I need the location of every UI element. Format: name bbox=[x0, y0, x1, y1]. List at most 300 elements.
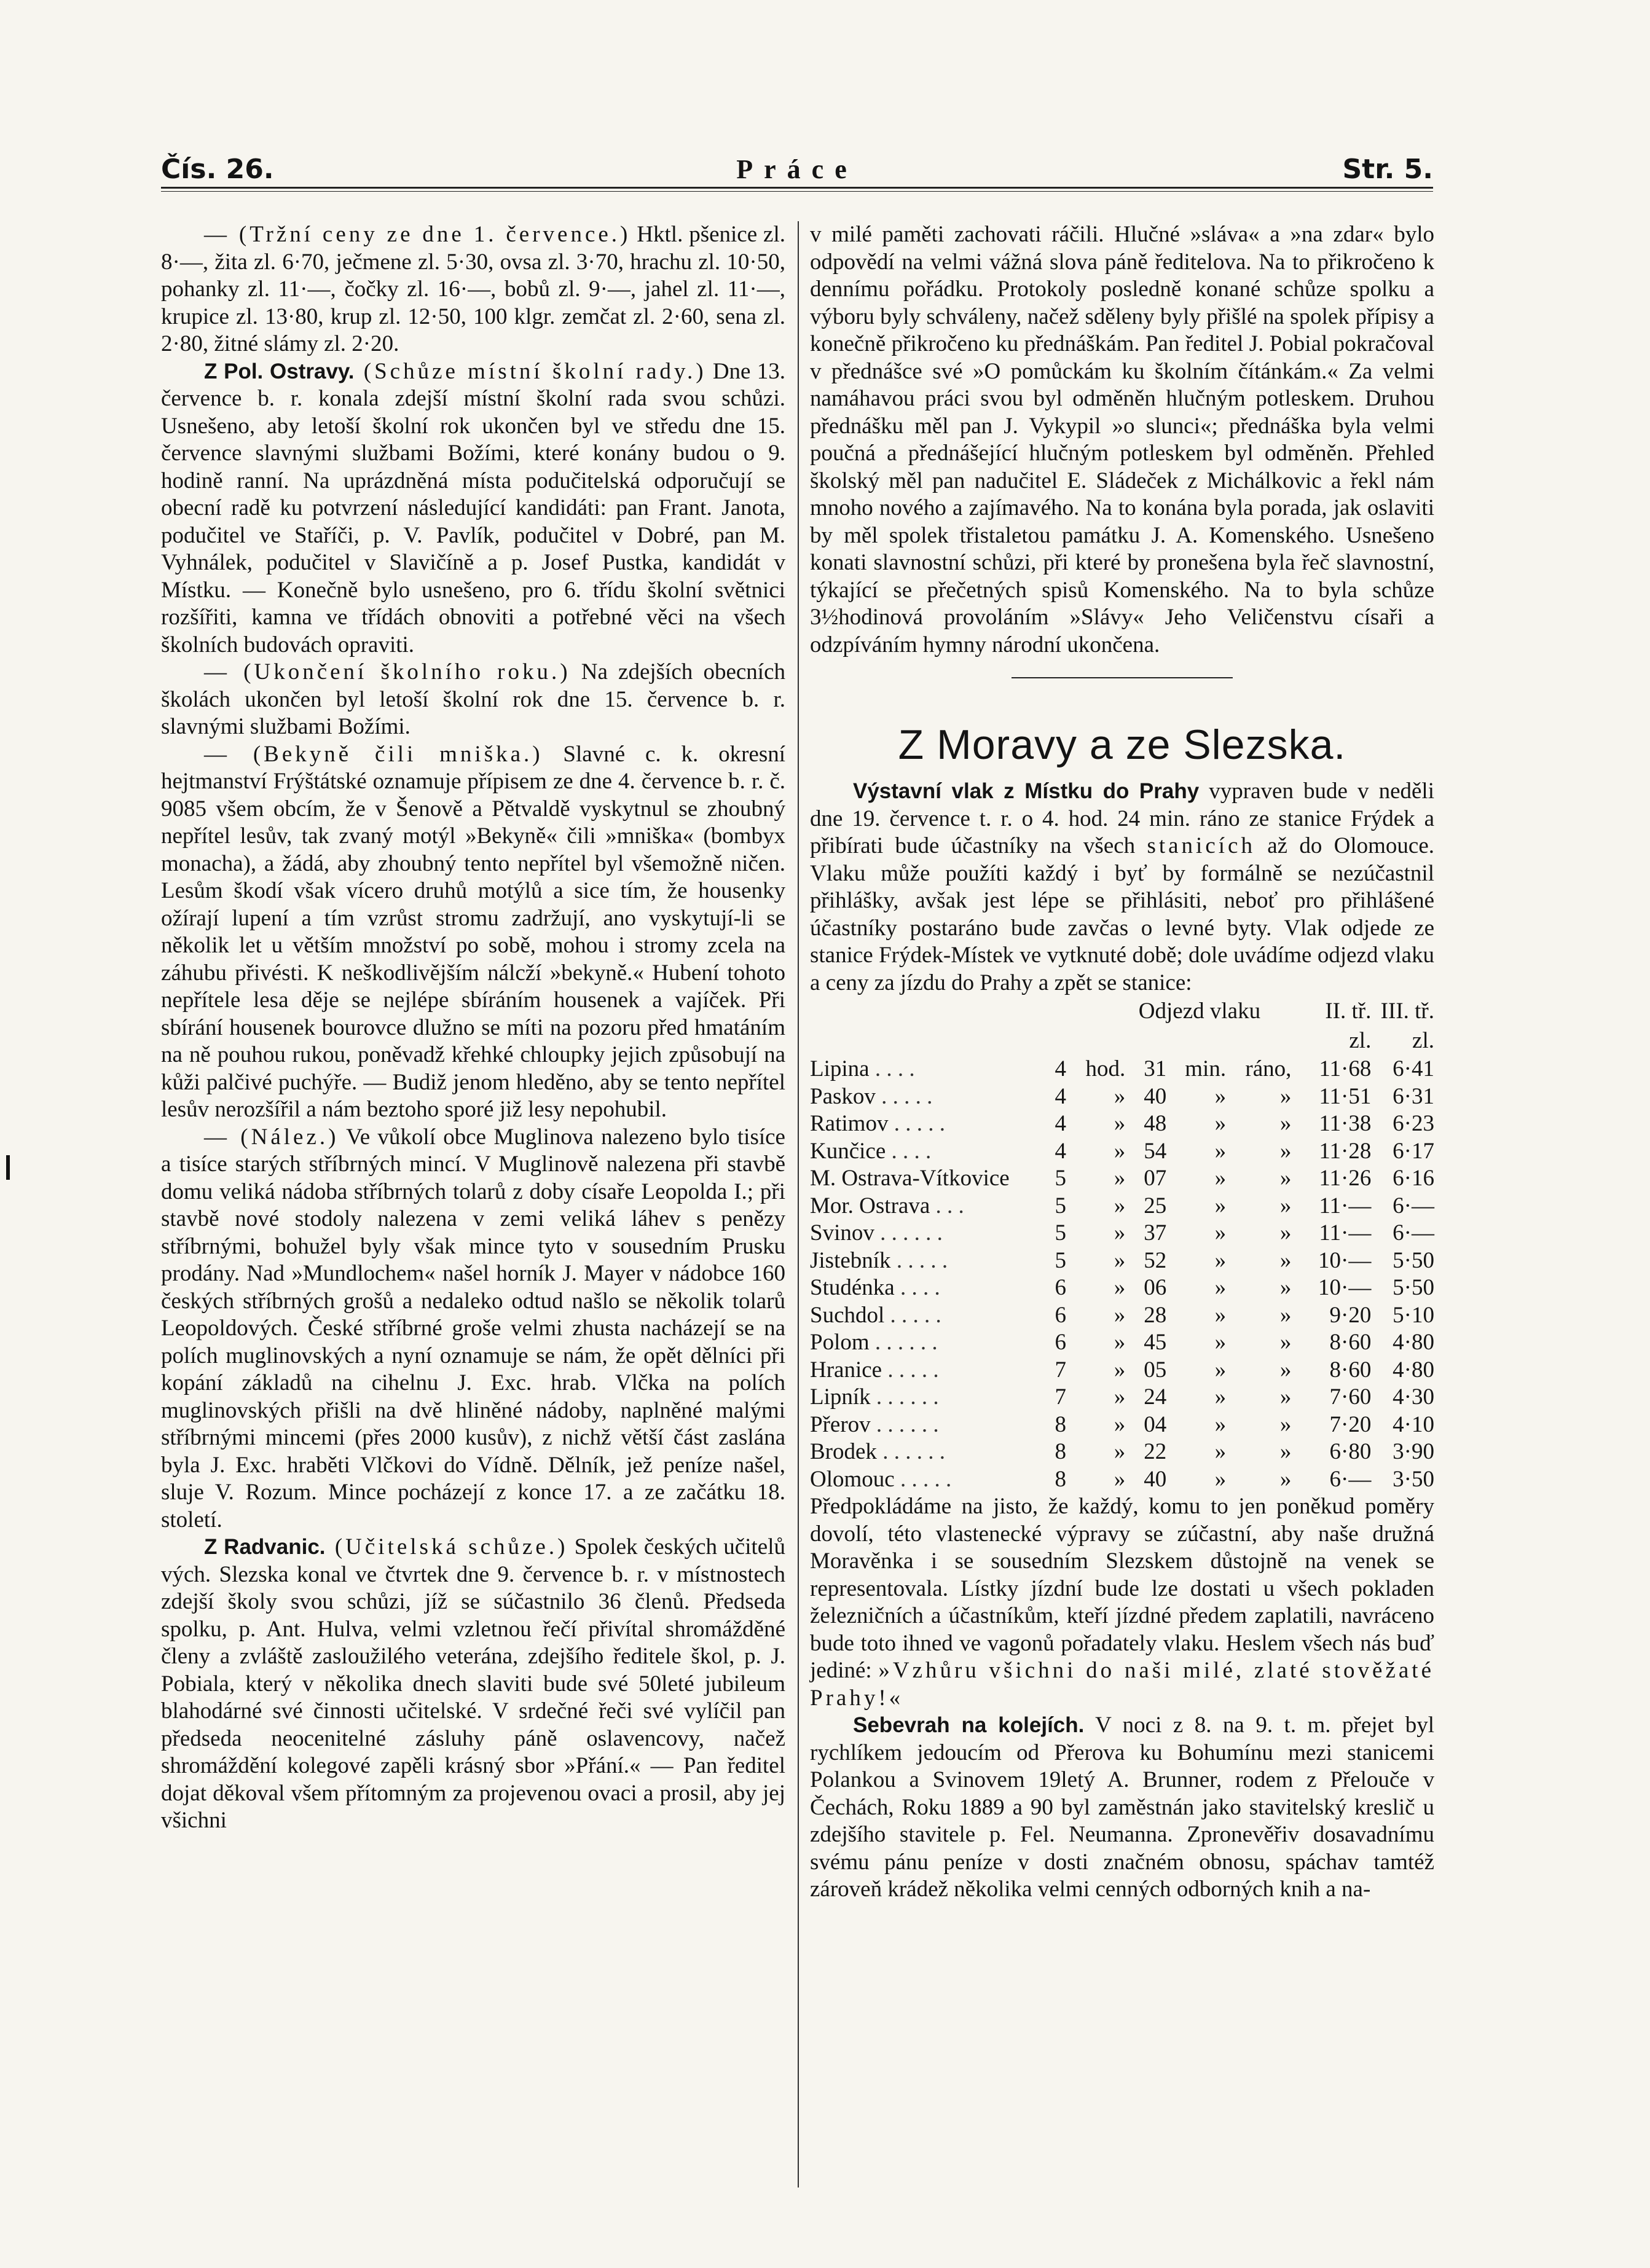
station-name bbox=[810, 1438, 1046, 1466]
station-name bbox=[810, 1466, 1046, 1494]
time-of-day-text: » bbox=[1279, 1330, 1292, 1355]
hour-label bbox=[1066, 1193, 1125, 1220]
hour bbox=[1046, 1083, 1066, 1111]
minute bbox=[1125, 1357, 1166, 1384]
column-divider bbox=[798, 221, 799, 2188]
leader-dots: . . . . bbox=[900, 1275, 940, 1300]
hour-text: 8 bbox=[1055, 1466, 1066, 1492]
minute bbox=[1125, 1384, 1166, 1411]
fare-class3 bbox=[1371, 1138, 1434, 1166]
page-header bbox=[161, 147, 1433, 184]
timetable-row bbox=[810, 1110, 1434, 1138]
leader-dots: . . . . . bbox=[890, 1302, 941, 1328]
timetable-row bbox=[810, 1138, 1434, 1166]
hour-label-text: » bbox=[1114, 1302, 1126, 1328]
hour-label-text: » bbox=[1114, 1357, 1126, 1383]
minute-label bbox=[1166, 1274, 1226, 1302]
minute bbox=[1125, 1466, 1166, 1494]
fare-class3-text: 4·30 bbox=[1393, 1384, 1434, 1410]
hour-label-text: hod. bbox=[1085, 1056, 1126, 1081]
hour bbox=[1046, 1165, 1066, 1193]
fare-class3 bbox=[1371, 1329, 1434, 1357]
time-of-day-text: » bbox=[1279, 1466, 1292, 1492]
minute bbox=[1125, 1193, 1166, 1220]
time-of-day-text: » bbox=[1279, 1302, 1292, 1328]
minute-label-text: » bbox=[1214, 1439, 1227, 1464]
fare-class3 bbox=[1371, 1193, 1434, 1220]
time-of-day-text: » bbox=[1279, 1357, 1292, 1383]
spacer bbox=[1291, 1138, 1304, 1166]
spacer bbox=[1291, 1302, 1304, 1330]
article-exhibition-train: Výstavní vlak z Místku do Prahy vypraven bude v neděli dne 19. července t. r. o 4. hod. 24 min. ráno ze stanice Frýdek a přibírati bude účastníky na všech stanicích až do Olomouce. Vlaku může použíti každý i byť by formálně se nezúčastnil přihlášky, avšak jest lépe se přihlásiti, neboť pro přihlášené účastníky postaráno bude zavčas o levné byty. Vlak odjede ze stanice Frýdek-Místek ve vytknuté době; dole uvádíme odjezd vlaku a ceny za jízdu do Prahy a zpět se stanice: bbox=[810, 779, 1434, 995]
unit-class3: zl. bbox=[1412, 1027, 1434, 1053]
col-class3: III. tř. bbox=[1380, 998, 1434, 1024]
fare-class3-text: 4·10 bbox=[1393, 1411, 1434, 1437]
article-suicide-rails: Sebevrah na kolejích. V noci z 8. na 9. t. m. přejet byl rychlíkem jedoucím od Přerova ku Bohumínu mezi stanicemi Polankou a Svinovem 19letý A. Brunner, rodem z Přelouče v Čechách, Roku 1889 a 90 byl zaměstnán jako stavitelský kreslič u zdejšího stavitele p. Fel. Neumanna. Zpronevěřiv dosavadnímu svému pánu peníze v dosti značném obnosu, spáchav tamtéž zároveň krádež několika velmi cenných odborných knih a na- bbox=[810, 1713, 1434, 1902]
hour bbox=[1046, 1466, 1066, 1494]
minute-label-text: » bbox=[1214, 1466, 1227, 1492]
hour-label bbox=[1066, 1384, 1125, 1411]
minute bbox=[1125, 1165, 1166, 1193]
fare-class3 bbox=[1371, 1466, 1434, 1494]
fare-class3-text: 6·— bbox=[1393, 1193, 1434, 1218]
station-name bbox=[810, 1384, 1046, 1411]
leader-dots: . . . . . . bbox=[876, 1384, 939, 1410]
hour-label-text: » bbox=[1114, 1220, 1126, 1246]
time-of-day bbox=[1226, 1056, 1291, 1083]
margin-mark bbox=[6, 1155, 10, 1180]
fare-class3 bbox=[1371, 1302, 1434, 1330]
timetable-row bbox=[810, 1384, 1434, 1411]
timetable-row bbox=[810, 1302, 1434, 1330]
time-of-day-text: » bbox=[1279, 1111, 1292, 1136]
hour bbox=[1046, 1247, 1066, 1275]
minute-label bbox=[1166, 1193, 1226, 1220]
hour-label-text: » bbox=[1114, 1330, 1126, 1355]
fare-class2 bbox=[1304, 1220, 1371, 1247]
minute-label bbox=[1166, 1466, 1226, 1494]
article-radvanice: Z Radvanic. (Učitelská schůze.) Spolek českých učitelů vých. Slezska konal ve čtvrtek dne 9. července b. r. v místnostech zdejší školy svou schůzi, jíž se súčastnilo 36 členů. Předseda spolku, p. Ant. Hulva, velmi vzletnou řečí přivítal shromážděné členy a zvláště zasloužilého veterána, zdejšího ředitele škol, p. J. Pobiala, který v několika dnech slaviti bude své 50leté jubileum blahodárné své činnosti učitelské. V srdečné řeči své vylíčil pan předseda neocenitelné zásluhy páně oslavencovy, načež shromáždění kolegové zapěli krásný sbor »Přání.« — Pan ředitel dojat děkoval všem přítomným za projevenou ovaci a prosil, aby jej všichni bbox=[161, 1534, 785, 1833]
minute-text: 45 bbox=[1144, 1330, 1167, 1355]
col-class2: II. tř. bbox=[1325, 998, 1372, 1024]
minute-text: 52 bbox=[1144, 1247, 1167, 1273]
fare-class2-text: 11·51 bbox=[1319, 1083, 1372, 1109]
fare-class2 bbox=[1304, 1056, 1371, 1083]
fare-class2-text: 10·— bbox=[1318, 1247, 1372, 1273]
station-name-text: Kunčice bbox=[810, 1138, 886, 1164]
minute-text: 05 bbox=[1144, 1357, 1167, 1383]
hour-text: 6 bbox=[1055, 1330, 1066, 1355]
fare-class2-text: 11·— bbox=[1319, 1220, 1372, 1246]
leader-dots: . . . . . . bbox=[882, 1439, 945, 1464]
fare-class3-text: 6·17 bbox=[1393, 1138, 1434, 1164]
minute-text: 25 bbox=[1144, 1193, 1167, 1218]
fare-class3 bbox=[1371, 1165, 1434, 1193]
hour bbox=[1046, 1220, 1066, 1247]
station-name-text: Lipník bbox=[810, 1384, 871, 1410]
time-of-day-text: » bbox=[1279, 1411, 1292, 1437]
minute-label-text: » bbox=[1214, 1138, 1227, 1164]
hour-label bbox=[1066, 1165, 1125, 1193]
time-of-day-text: » bbox=[1279, 1138, 1292, 1164]
timetable-row bbox=[810, 1165, 1434, 1193]
timetable-row bbox=[810, 1329, 1434, 1357]
fare-class2 bbox=[1304, 1384, 1371, 1411]
spacer bbox=[1291, 1110, 1304, 1138]
hour-label bbox=[1066, 1274, 1125, 1302]
fare-class3-text: 4·80 bbox=[1393, 1357, 1434, 1383]
time-of-day bbox=[1226, 1411, 1291, 1439]
fare-class3 bbox=[1371, 1274, 1434, 1302]
hour-label-text: » bbox=[1114, 1439, 1126, 1464]
hour-text: 4 bbox=[1055, 1138, 1066, 1164]
leader-dots: . . . . bbox=[874, 1056, 915, 1081]
minute-text: 04 bbox=[1144, 1411, 1167, 1437]
spacer bbox=[1291, 1165, 1304, 1193]
minute-text: 54 bbox=[1144, 1138, 1167, 1164]
minute-label bbox=[1166, 1384, 1226, 1411]
hour-text: 5 bbox=[1055, 1193, 1066, 1218]
fare-class3-text: 3·90 bbox=[1393, 1439, 1434, 1464]
minute-text: 28 bbox=[1144, 1302, 1167, 1328]
article-find: — (Nález.) Ve vůkolí obce Muglinova nalezeno bylo tisíce a tisíce starých stříbrných mincí. V Muglinově nalezena při stavbě domu veliká nádoba stříbrných tolarů z doby císaře Leopolda I.; při stavbě nové stodoly nalezena v zemi veliká láhev s penězy stříbrnými, bohužel byly však mince tyto v sousedním Prusku prodány. Nad »Mundlochem« našel horník J. Mayer v nádobce 160 českých stříbrných grošů a nedaleko odtud našlo se několik tolarů Leopoldových. České stříbrné groše velmi zhusta nacházejí se na polích muglinovských a nyní oznamuje se nám, že opět dělníci při kopání základů na cihelnu J. Exc. hrab. Vlčka na polích muglinovských přišli na dvě hliněné nádoby, naplněné malými stříbrnými mincemi (přes 2000 kusův), z nichž větší část zaslána byla J. Exc. hraběti Vlčkovi do Vídně. Dělník, jež peníze našel, sluje V. Rozum. Mince pocházejí z konce 17. a ze začátku 18. století. bbox=[161, 1124, 785, 1532]
hour-label bbox=[1066, 1056, 1125, 1083]
fare-class2-text: 11·— bbox=[1319, 1193, 1372, 1218]
fare-class2 bbox=[1304, 1247, 1371, 1275]
minute-label-text: » bbox=[1214, 1302, 1227, 1328]
spacer bbox=[1291, 1274, 1304, 1302]
fare-class3-text: 6·23 bbox=[1393, 1111, 1434, 1136]
hour bbox=[1046, 1329, 1066, 1357]
right-column bbox=[810, 221, 1434, 1904]
hour-label-text: » bbox=[1114, 1247, 1126, 1273]
fare-class3-text: 6·31 bbox=[1393, 1083, 1434, 1109]
fare-class2-text: 11·28 bbox=[1319, 1138, 1372, 1164]
fare-class2 bbox=[1304, 1193, 1371, 1220]
time-of-day bbox=[1226, 1438, 1291, 1466]
time-of-day bbox=[1226, 1466, 1291, 1494]
fare-class2-text: 6·— bbox=[1329, 1466, 1372, 1492]
hour bbox=[1046, 1411, 1066, 1439]
minute-label-text: » bbox=[1214, 1275, 1227, 1300]
leader-dots: . . . . . . bbox=[876, 1411, 939, 1437]
time-of-day bbox=[1226, 1329, 1291, 1357]
minute-label bbox=[1166, 1302, 1226, 1330]
minute-label bbox=[1166, 1438, 1226, 1466]
hour-text: 6 bbox=[1055, 1302, 1066, 1328]
time-of-day-text: » bbox=[1279, 1193, 1292, 1218]
hour bbox=[1046, 1193, 1066, 1220]
hour-text: 5 bbox=[1055, 1220, 1066, 1246]
hour-label bbox=[1066, 1438, 1125, 1466]
timetable-row bbox=[810, 1083, 1434, 1111]
time-of-day bbox=[1226, 1357, 1291, 1384]
minute-text: 31 bbox=[1144, 1056, 1167, 1081]
station-name bbox=[810, 1056, 1046, 1083]
fare-class3 bbox=[1371, 1411, 1434, 1439]
minute-text: 22 bbox=[1144, 1439, 1167, 1464]
fare-class2 bbox=[1304, 1138, 1371, 1166]
leader-dots: . . . . . bbox=[887, 1357, 939, 1383]
hour-text: 8 bbox=[1055, 1411, 1066, 1437]
minute-label bbox=[1166, 1220, 1226, 1247]
time-of-day bbox=[1226, 1220, 1291, 1247]
station-name-text: Polom bbox=[810, 1330, 870, 1355]
station-name-text: Ratimov bbox=[810, 1111, 889, 1136]
fare-class2 bbox=[1304, 1083, 1371, 1111]
minute bbox=[1125, 1138, 1166, 1166]
timetable-row bbox=[810, 1466, 1434, 1494]
spacer bbox=[1291, 1384, 1304, 1411]
col-departure: Odjezd vlaku bbox=[1138, 998, 1261, 1024]
leader-dots: . . . . bbox=[891, 1138, 932, 1164]
article-nun-moth: — (Bekyně čili mniška.) Slavné c. k. okresní hejtmanství Frýštátské oznamuje přípisem ze dne 4. července b. r. č. 9085 všem obcím, že v Šenově a Pětvaldě vyskytnul se zhoubný nepřítel lesův, tak zvaný motýl »Bekyně« čili »mniška« (bombyx monacha), a žádá, aby zhoubný tento nepřítel byl všemožně ničen. Lesům škodí však vícero druhů motýlů a sice tím, že housenky ožírají lupení a tím vzrůst stromu zadržují, ano vyskytují-li se několik let u větším množství po sobě, mohou i stromy zcela na záhubu přivésti. K neškodlivějším nálcží »bekyně.« Hubení tohoto nepřítele lesa děje se nejlépe sbíráním housenek a vajíček. Při sbírání housenek bourovce dlužno se míti na pozoru před hmatáním na ně pouhou rukou, poněvadž křehké chloupky jejich způsobují na kůži palčivé puchýře. — Budiž jenom hleděno, aby se tento nepřítel lesův nerozšířil a nám beztoho sporé již lesy nepohubil. bbox=[161, 741, 786, 1122]
time-of-day bbox=[1226, 1193, 1291, 1220]
minute-label bbox=[1166, 1411, 1226, 1439]
train-timetable bbox=[810, 997, 1434, 1493]
station-name-text: Brodek bbox=[810, 1439, 877, 1464]
hour-label-text: » bbox=[1114, 1138, 1126, 1164]
time-of-day bbox=[1226, 1274, 1291, 1302]
hour-label bbox=[1066, 1466, 1125, 1494]
leader-dots: . . . . . bbox=[894, 1111, 945, 1136]
timetable-body bbox=[810, 1056, 1434, 1493]
fare-class3 bbox=[1371, 1384, 1434, 1411]
minute-label bbox=[1166, 1083, 1226, 1111]
time-of-day-text: » bbox=[1279, 1083, 1292, 1109]
fare-class2-text: 7·60 bbox=[1329, 1384, 1372, 1410]
minute-text: 48 bbox=[1144, 1111, 1167, 1136]
article-pol-ostrava: Z Pol. Ostravy. (Schůze místní školní rady.) Dne 13. července b. r. konala zdejší místní školní rada svou schůzi. Usnešeno, aby letoší školní rok ukončen byl ve středu dne 15. července slavnými službami Božími, které konány budou o 9. hodině ranní. Na uprázdněná místa podučitelská odporučují se obecní radě ku potvrzení následující kandidáti: pan Frant. Janota, podučitel ve Staříči, p. V. Pavlík, podučitel v Dobré, pan M. Vyhnálek, podučitel v Slavičíně a p. Josef Pustka, kandidát v Místku. — Konečně bylo usnešeno, pro 6. třídu školní světnici rozšířiti, kamna ve třídách obnoviti a potřebné věci na všech školních budovách opraviti. bbox=[161, 358, 785, 657]
station-name bbox=[810, 1220, 1046, 1247]
fare-class3-text: 6·41 bbox=[1393, 1056, 1434, 1081]
time-of-day-text: » bbox=[1279, 1384, 1292, 1410]
minute bbox=[1125, 1411, 1166, 1439]
minute bbox=[1125, 1302, 1166, 1330]
minute-label-text: » bbox=[1214, 1193, 1227, 1218]
fare-class2-text: 11·38 bbox=[1319, 1111, 1372, 1136]
fare-class3 bbox=[1371, 1056, 1434, 1083]
time-of-day-text: » bbox=[1279, 1220, 1292, 1246]
minute-label-text: » bbox=[1214, 1083, 1227, 1109]
minute-label-text: » bbox=[1214, 1411, 1227, 1437]
unit-class2: zl. bbox=[1349, 1027, 1372, 1053]
fare-class3-text: 5·50 bbox=[1393, 1275, 1434, 1300]
minute-label-text: » bbox=[1214, 1330, 1227, 1355]
timetable-row bbox=[810, 1438, 1434, 1466]
hour-text: 6 bbox=[1055, 1275, 1066, 1300]
article-school-year-end: — (Ukončení školního roku.) Na zdejších obecních školách ukončen byl letoší školní rok dne 15. července b. r. slavnými službami Božími. bbox=[161, 659, 785, 739]
time-of-day bbox=[1226, 1384, 1291, 1411]
hour-label bbox=[1066, 1110, 1125, 1138]
spacer bbox=[1291, 1083, 1304, 1111]
minute bbox=[1125, 1220, 1166, 1247]
minute-label-text: min. bbox=[1185, 1056, 1227, 1081]
station-name-text: M. Ostrava-Vítkovice bbox=[810, 1166, 1010, 1191]
hour bbox=[1046, 1138, 1066, 1166]
hour-text: 7 bbox=[1055, 1357, 1066, 1383]
station-name bbox=[810, 1193, 1046, 1220]
time-of-day bbox=[1226, 1247, 1291, 1275]
hour-label bbox=[1066, 1357, 1125, 1384]
time-of-day bbox=[1226, 1083, 1291, 1111]
timetable-row bbox=[810, 1247, 1434, 1275]
newspaper-title: Práce bbox=[736, 154, 858, 184]
minute bbox=[1125, 1274, 1166, 1302]
fare-class2 bbox=[1304, 1274, 1371, 1302]
fare-class2 bbox=[1304, 1165, 1371, 1193]
hour bbox=[1046, 1384, 1066, 1411]
fare-class2 bbox=[1304, 1466, 1371, 1494]
hour bbox=[1046, 1302, 1066, 1330]
minute bbox=[1125, 1247, 1166, 1275]
fare-class2 bbox=[1304, 1411, 1371, 1439]
spacer bbox=[1291, 1466, 1304, 1494]
minute-label-text: » bbox=[1214, 1357, 1227, 1383]
station-name-text: Svinov bbox=[810, 1220, 874, 1246]
hour-label bbox=[1066, 1138, 1125, 1166]
article-radvanice-continued: v milé paměti zachovati ráčili. Hlučné »sláva« a »na zdar« bylo odpovědí na velmi vážná slova páně ředitelova. Na to přikročeno k dennímu pořádku. Protokoly posledně konané schůze spolku a výboru byly schváleny, načež sděleny byly přišlé na spolek přípisy a konečně přikročeno ku přednáškám. Pan ředitel J. Pobial pokračoval v přednášce své »O pomůckám ku školním čítánkám.« Za velmi namáhavou práci svou byl odměněn hlučným potleskem. Druhou přednášku měl pan J. Vykypil »o slunci«; přednáška byla velmi poučná a přednášející hlučným potleskem byl odměněn. Přehled školský měl pan nadučitel E. Sládeček z Michálkovic a řekl nám mnoho nového a zajímavého. Na to konána byla porada, jak oslaviti by měl spolek třistaletou památku J. A. Komenského. Usnešeno konati slavnostní schůzi, při které by pronešena byla řeč slavnostní, týkající se přečetných spisů Komenského. Na to byla schůze 3½hodinová provoláním »Slávy« Jeho Veličenstvu císaři a odzpíváním hymny národní ukončena. bbox=[810, 222, 1434, 657]
fare-class2 bbox=[1304, 1438, 1371, 1466]
minute-label bbox=[1166, 1247, 1226, 1275]
hour-label bbox=[1066, 1302, 1125, 1330]
time-of-day-text: » bbox=[1279, 1275, 1292, 1300]
time-of-day-text: » bbox=[1279, 1439, 1292, 1464]
fare-class2 bbox=[1304, 1357, 1371, 1384]
station-name bbox=[810, 1083, 1046, 1111]
header-rule-thick bbox=[161, 187, 1433, 189]
station-name bbox=[810, 1329, 1046, 1357]
hour-label bbox=[1066, 1411, 1125, 1439]
time-of-day-text: ráno, bbox=[1245, 1056, 1292, 1081]
station-name-text: Hranice bbox=[810, 1357, 882, 1383]
hour-label-text: » bbox=[1114, 1275, 1126, 1300]
minute-label-text: » bbox=[1214, 1247, 1227, 1273]
header-rule-thin bbox=[161, 191, 1433, 192]
page-number: Str. 5. bbox=[1342, 154, 1433, 185]
hour-label-text: » bbox=[1114, 1193, 1126, 1218]
timetable-row bbox=[810, 1274, 1434, 1302]
spacer bbox=[1291, 1438, 1304, 1466]
hour-label-text: » bbox=[1114, 1166, 1126, 1191]
station-name bbox=[810, 1165, 1046, 1193]
spacer bbox=[1291, 1329, 1304, 1357]
hour-text: 7 bbox=[1055, 1384, 1066, 1410]
station-name bbox=[810, 1302, 1046, 1330]
station-name-text: Lipina bbox=[810, 1056, 870, 1081]
hour bbox=[1046, 1110, 1066, 1138]
hour-text: 5 bbox=[1055, 1247, 1066, 1273]
timetable-unit-row bbox=[810, 1026, 1434, 1056]
time-of-day bbox=[1226, 1138, 1291, 1166]
fare-class3-text: 3·50 bbox=[1393, 1466, 1434, 1492]
hour-label bbox=[1066, 1247, 1125, 1275]
spacer bbox=[1291, 1411, 1304, 1439]
fare-class3 bbox=[1371, 1357, 1434, 1384]
hour-text: 8 bbox=[1055, 1439, 1066, 1464]
minute-text: 37 bbox=[1144, 1220, 1167, 1246]
hour-label bbox=[1066, 1329, 1125, 1357]
fare-class3-text: 5·50 bbox=[1393, 1247, 1434, 1273]
station-name-text: Paskov bbox=[810, 1083, 876, 1109]
hour-label-text: » bbox=[1114, 1083, 1126, 1109]
fare-class2-text: 6·80 bbox=[1329, 1439, 1372, 1464]
minute-text: 24 bbox=[1144, 1384, 1167, 1410]
hour-label-text: » bbox=[1114, 1411, 1126, 1437]
timetable-row bbox=[810, 1357, 1434, 1384]
leader-dots: . . . . . bbox=[881, 1083, 933, 1109]
fare-class3 bbox=[1371, 1220, 1434, 1247]
station-name-text: Studénka bbox=[810, 1275, 895, 1300]
minute bbox=[1125, 1110, 1166, 1138]
hour-text: 4 bbox=[1055, 1083, 1066, 1109]
leader-dots: . . . . . . bbox=[880, 1220, 943, 1246]
minute bbox=[1125, 1083, 1166, 1111]
fare-class3 bbox=[1371, 1083, 1434, 1111]
fare-class3 bbox=[1371, 1110, 1434, 1138]
hour bbox=[1046, 1357, 1066, 1384]
article-market-prices: — (Tržní ceny ze dne 1. července.) Hktl. pšenice zl. 8·—, žita zl. 6·70, ječmene zl. 5·30, ovsa zl. 3·70, hrachu zl. 10·50, pohanky zl. 11·—, čočky zl. 16·—, bobů zl. 9·—, jahel zl. 11·—, krupice zl. 13·80, krup zl. 12·50, 100 klgr. zemčat zl. 2·60, sena zl. 2·80, žitné slámy zl. 2·20. bbox=[161, 222, 786, 356]
fare-class3-text: 4·80 bbox=[1393, 1330, 1434, 1355]
hour bbox=[1046, 1274, 1066, 1302]
spacer bbox=[1291, 1193, 1304, 1220]
minute-label bbox=[1166, 1165, 1226, 1193]
station-name bbox=[810, 1247, 1046, 1275]
minute-label bbox=[1166, 1138, 1226, 1166]
minute bbox=[1125, 1056, 1166, 1083]
fare-class3-text: 6·— bbox=[1393, 1220, 1434, 1246]
hour-label-text: » bbox=[1114, 1466, 1126, 1492]
fare-class2-text: 10·— bbox=[1318, 1275, 1372, 1300]
issue-number: Čís. 26. bbox=[161, 154, 274, 185]
fare-class3 bbox=[1371, 1438, 1434, 1466]
hour-text: 4 bbox=[1055, 1056, 1066, 1081]
hour-label bbox=[1066, 1083, 1125, 1111]
station-name-text: Jistebník bbox=[810, 1247, 891, 1273]
station-name bbox=[810, 1110, 1046, 1138]
article-exhibition-train-continued: Předpokládáme na jisto, že každý, komu to jen poněkud poměry dovolí, této vlastenecké výpravy se zúčastní, aby naše družná Moravěnka i se sousedním Slezskem důstojně na venek se representovala. Lístky jízdní bude lze dostati u všech pokladen železničních a účastníkům, kteří jízdné předem zaplatili, navráceno bude toto ihned ve vagonů pořadately vlaku. Heslem všech nás buď jediné: »Vzhůru všichni do naši milé, zlaté stověžaté Prahy!« bbox=[810, 1494, 1435, 1711]
leader-dots: . . . . . . bbox=[874, 1330, 938, 1355]
minute-text: 40 bbox=[1144, 1466, 1167, 1492]
hour-label-text: » bbox=[1114, 1111, 1126, 1136]
station-name bbox=[810, 1357, 1046, 1384]
fare-class2 bbox=[1304, 1302, 1371, 1330]
station-name-text: Suchdol bbox=[810, 1302, 885, 1328]
timetable-row bbox=[810, 1056, 1434, 1083]
minute bbox=[1125, 1438, 1166, 1466]
timetable-row bbox=[810, 1411, 1434, 1439]
station-name bbox=[810, 1138, 1046, 1166]
section-title: Z Moravy a ze Slezska. bbox=[898, 721, 1346, 768]
hour-label bbox=[1066, 1220, 1125, 1247]
station-name bbox=[810, 1274, 1046, 1302]
time-of-day-text: » bbox=[1279, 1247, 1292, 1273]
station-name-text: Přerov bbox=[810, 1411, 871, 1437]
time-of-day-text: » bbox=[1279, 1166, 1292, 1191]
timetable-row bbox=[810, 1193, 1434, 1220]
minute-text: 07 bbox=[1144, 1166, 1167, 1191]
spacer bbox=[1291, 1056, 1304, 1083]
hour bbox=[1046, 1438, 1066, 1466]
leader-dots: . . . . . bbox=[896, 1247, 948, 1273]
station-name-text: Olomouc bbox=[810, 1466, 895, 1492]
fare-class2-text: 9·20 bbox=[1329, 1302, 1372, 1328]
station-name bbox=[810, 1411, 1046, 1439]
fare-class2-text: 8·60 bbox=[1329, 1357, 1372, 1383]
minute-text: 40 bbox=[1144, 1083, 1167, 1109]
fare-class2-text: 8·60 bbox=[1329, 1330, 1372, 1355]
spacer bbox=[1291, 1220, 1304, 1247]
